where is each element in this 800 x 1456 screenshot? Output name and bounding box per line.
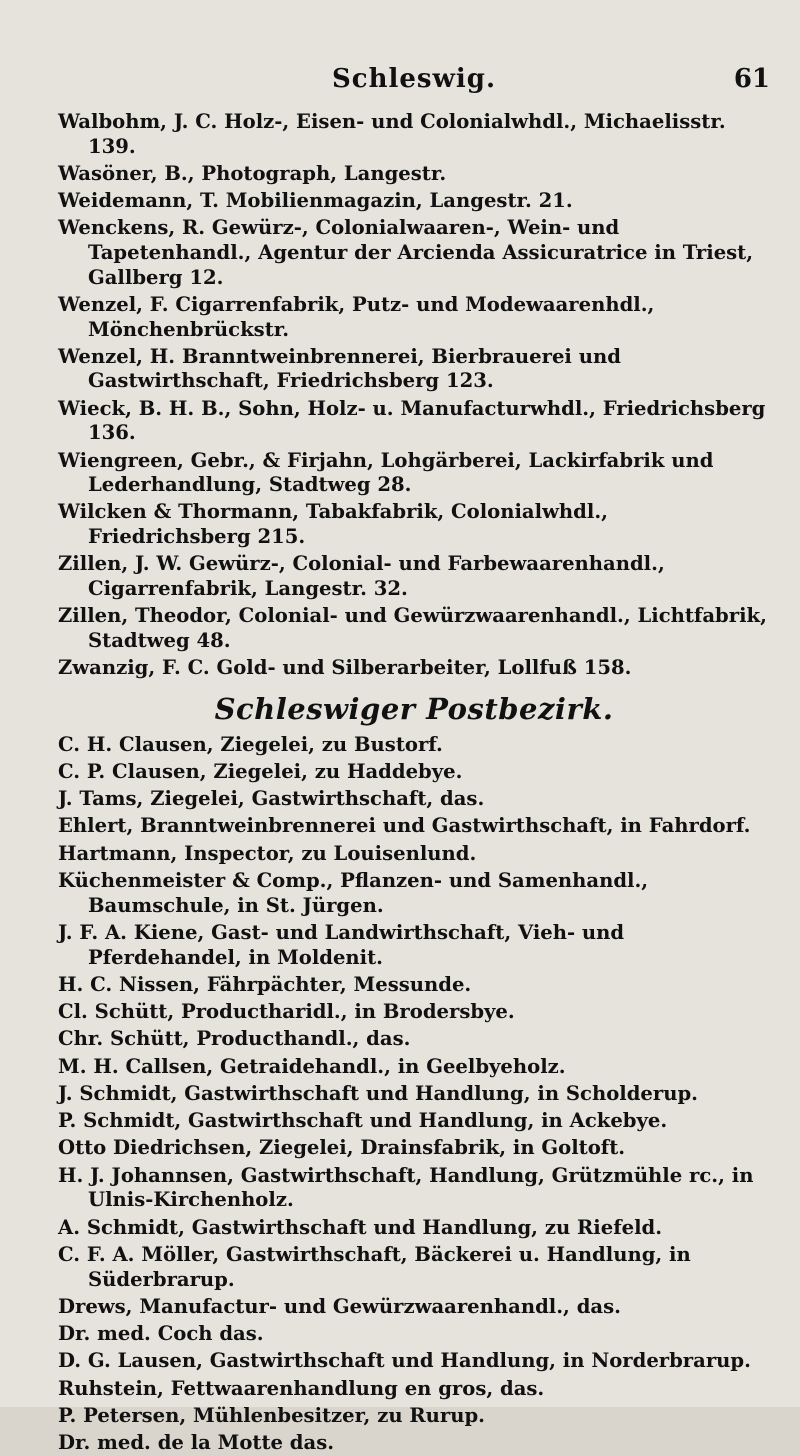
- directory-entry: H. C. Nissen, Fährpächter, Messunde.: [58, 972, 472, 996]
- directory-entry: C. F. A. Möller, Gastwirthschaft, Bäckerei u. Handlung, in Süderbrarup.: [58, 1242, 691, 1291]
- directory-entry: J. Tams, Ziegelei, Gastwirthschaft, das.: [58, 787, 485, 811]
- directory-entry: M. H. Callsen, Getraidehandl., in Geelbyeholz.: [58, 1054, 566, 1078]
- directory-entry: Zillen, Theodor, Colonial- und Gewürzwaarenhandl., Lichtfabrik, Stadtweg 48.: [58, 604, 767, 652]
- directory-entry: Weidemann, T. Mobilienmagazin, Langestr. 21.: [58, 189, 573, 213]
- directory-entry: Küchenmeister & Comp., Pflanzen- und Samenhandl., Baumschule, in St. Jürgen.: [58, 869, 649, 917]
- directory-entry: Wenzel, F. Cigarrenfabrik, Putz- und Modewaarenhdl., Mönchenbrückstr.: [58, 292, 655, 341]
- directory-entry: Ruhstein, Fettwaarenhandlung en gros, das.: [58, 1376, 545, 1400]
- directory-entry: Dr. med. Coch das.: [58, 1322, 264, 1346]
- directory-entry: Dr. med. de la Motte das.: [58, 1431, 335, 1455]
- directory-entry: C. P. Clausen, Ziegelei, zu Haddebye.: [58, 759, 463, 783]
- directory-entry: C. H. Clausen, Ziegelei, zu Bustorf.: [58, 732, 443, 756]
- directory-entry: Zillen, J. W. Gewürz-, Colonial- und Farbewaarenhandl., Cigarrenfabrik, Langestr. 32.: [58, 552, 665, 600]
- directory-entry: D. G. Lausen, Gastwirthschaft und Handlung, in Norderbrarup.: [58, 1349, 751, 1373]
- directory-entry: Cl. Schütt, Productharidl., in Brodersbye.: [58, 1000, 515, 1024]
- directory-entry: J. F. A. Kiene, Gast- und Landwirthschaft, Vieh- und Pferdehandel, in Moldenit.: [58, 920, 625, 969]
- section-title: Schleswiger Postbezirk.: [214, 691, 614, 726]
- directory-entry: Hartmann, Inspector, zu Louisenlund.: [58, 841, 477, 865]
- page-number: 61: [733, 64, 770, 94]
- running-title: Schleswig.: [331, 64, 497, 94]
- directory-entry: Ehlert, Branntweinbrennerei und Gastwirthschaft, in Fahrdorf.: [58, 814, 751, 838]
- directory-entry: Otto Diedrichsen, Ziegelei, Drainsfabrik, in Goltoft.: [58, 1136, 626, 1160]
- directory-entry: A. Schmidt, Gastwirthschaft und Handlung, zu Riefeld.: [58, 1215, 663, 1239]
- directory-entry: Drews, Manufactur- und Gewürzwaarenhandl., das.: [58, 1294, 621, 1318]
- directory-entry: Wilcken & Thormann, Tabakfabrik, Colonialwhdl., Friedrichsberg 215.: [58, 500, 608, 548]
- directory-entry: Zwanzig, F. C. Gold- und Silberarbeiter, Lollfuß 158.: [58, 656, 632, 680]
- page-header: [58, 64, 770, 110]
- directory-entry: Wenzel, H. Branntweinbrennerei, Bierbrauerei und Gastwirthschaft, Friedrichsberg 123.: [58, 344, 621, 393]
- directory-entry: H. J. Johannsen, Gastwirthschaft, Handlung, Grützmühle rc., in Ulnis-Kirchenholz.: [58, 1163, 754, 1212]
- directory-entry: Wiengreen, Gebr., & Firjahn, Lohgärberei, Lackirfabrik und Lederhandlung, Stadtweg 28.: [58, 448, 714, 497]
- directory-entry: Wieck, B. H. B., Sohn, Holz- u. Manufacturwhdl., Friedrichsberg 136.: [58, 396, 766, 445]
- directory-entry: P. Schmidt, Gastwirthschaft und Handlung, in Ackebye.: [58, 1109, 668, 1133]
- directory-entry: Chr. Schütt, Producthandl., das.: [58, 1027, 411, 1051]
- directory-entry: Wenckens, R. Gewürz-, Colonialwaaren-, Wein- und Tapetenhandl., Agentur der Arcienda Assicuratrice in Triest, Gallberg 12.: [58, 216, 754, 289]
- directory-entries: [58, 110, 770, 1456]
- directory-entry: Walbohm, J. C. Holz-, Eisen- und Colonialwhdl., Michaelisstr. 139.: [58, 110, 726, 158]
- directory-entry: J. Schmidt, Gastwirthschaft und Handlung, in Scholderup.: [58, 1081, 698, 1105]
- entries-postbezirk: [58, 733, 770, 1456]
- directory-entry: Wasöner, B., Photograph, Langestr.: [58, 161, 447, 185]
- directory-entry: P. Petersen, Mühlenbesitzer, zu Rurup.: [58, 1403, 486, 1427]
- entries-schleswig: [58, 110, 770, 681]
